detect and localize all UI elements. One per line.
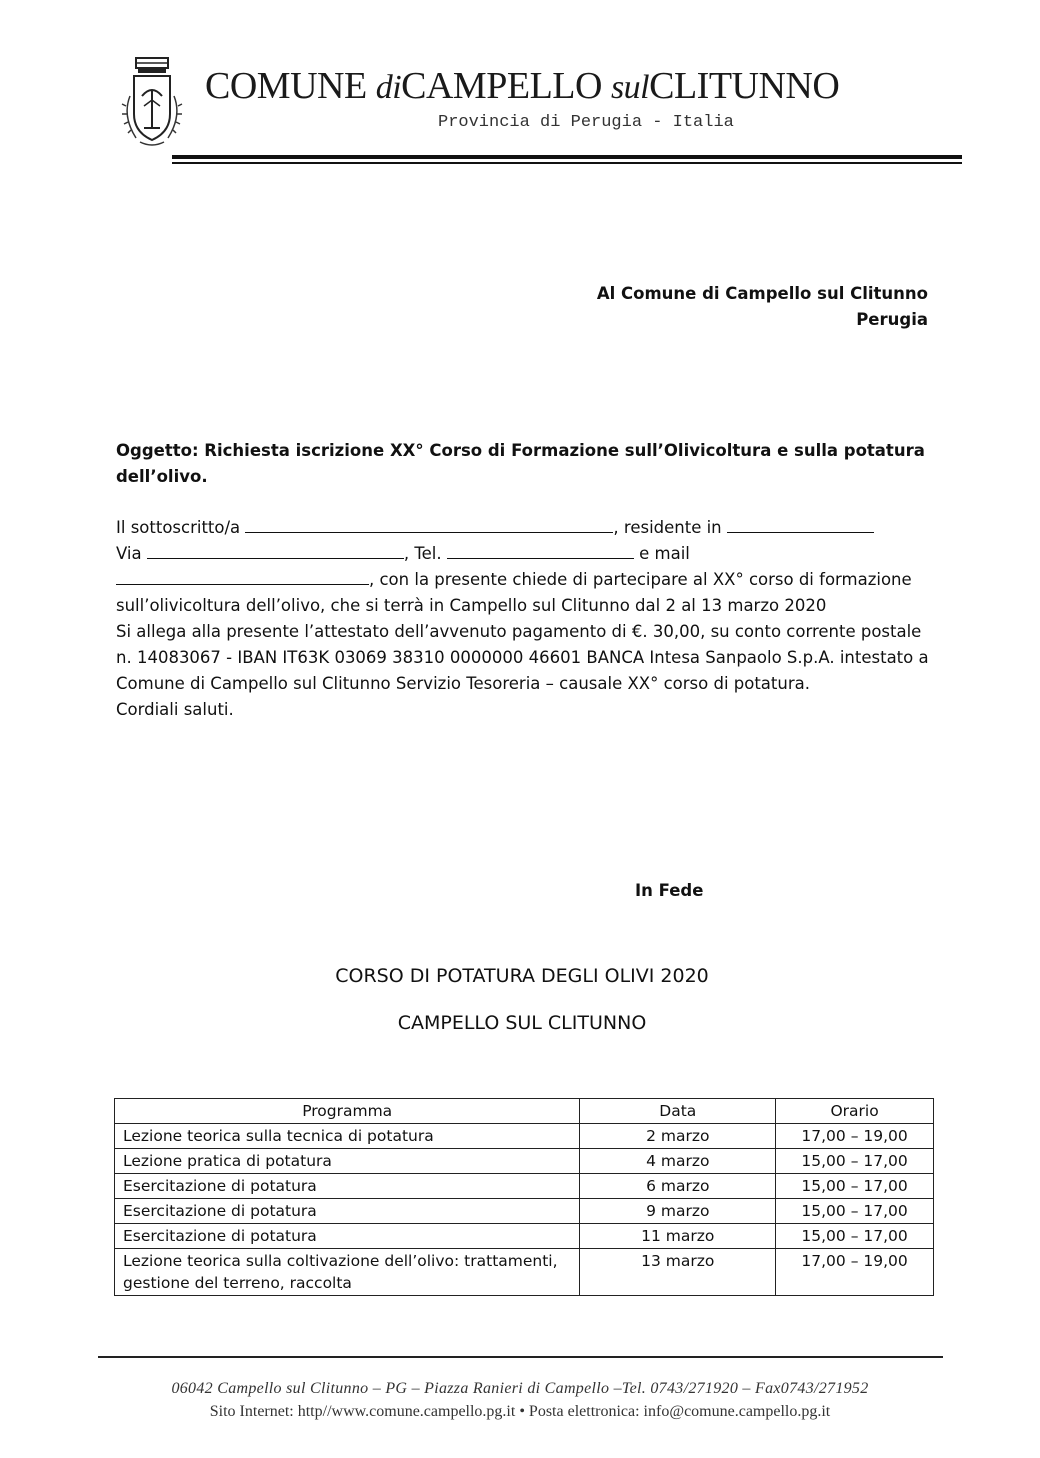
course-location: CAMPELLO SUL CLITUNNO [397,1012,647,1034]
header-rule-thin [172,162,962,164]
address-phone-line: Via , Tel. e mail [116,541,936,567]
greeting: Cordiali saluti. [116,700,234,719]
programma-cell: Esercitazione di potatura [115,1174,580,1199]
table-row [115,1224,934,1249]
column-header-data: Data [580,1099,776,1124]
data-cell: 13 marzo [580,1249,776,1296]
data-cell: 4 marzo [580,1149,776,1174]
column-header-orario: Orario [776,1099,934,1124]
addressee-city: Perugia [856,310,928,329]
request-paragraph: , con la presente chiede di partecipare al XX° corso di formazione sull’olivicoltura dell’olivo, che si terrà in Campello sul Clitunno dal 2 al 13 marzo 2020 [116,567,936,619]
coat-of-arms-icon [116,56,188,152]
name-field[interactable] [245,515,613,533]
programma-cell: Lezione teorica sulla tecnica di potatura [115,1124,580,1149]
course-title: CORSO DI POTATURA DEGLI OLIVI 2020 [335,965,709,987]
sign-off: In Fede [635,881,704,900]
schedule-table [114,1098,934,1296]
request-form [116,515,936,723]
orario-cell: 15,00 – 17,00 [776,1199,934,1224]
data-cell: 9 marzo [580,1199,776,1224]
table-row [115,1199,934,1224]
municipality-title: COMUNE diCAMPELLO sulCLITUNNO [205,65,840,107]
name-residence-line: Il sottoscritto/a , residente in [116,515,936,541]
orario-cell: 15,00 – 17,00 [776,1174,934,1199]
payment-paragraph: Si allega alla presente l’attestato dell’avvenuto pagamento di €. 30,00, su conto corrente postale n. 14083067 - IBAN IT63K 03069 38310 0000000 46601 BANCA Intesa Sanpaolo S.p.A. intestato a Comune di Campello sul Clitunno Servizio Tesoreria – causale XX° corso di potatura. [116,622,929,693]
programma-cell: Lezione pratica di potatura [115,1149,580,1174]
orario-cell: 17,00 – 19,00 [776,1249,934,1296]
phone-field[interactable] [447,541,634,559]
table-row [115,1174,934,1199]
residence-field[interactable] [727,515,874,533]
orario-cell: 15,00 – 17,00 [776,1224,934,1249]
orario-cell: 17,00 – 19,00 [776,1124,934,1149]
footer-address: 06042 Campello sul Clitunno – PG – Piazza Ranieri di Campello –Tel. 0743/271920 – Fax0743/271952 [171,1380,869,1397]
table-row [115,1249,934,1296]
table-header-row [115,1099,934,1124]
data-cell: 6 marzo [580,1174,776,1199]
table-row [115,1149,934,1174]
subject-line: Oggetto: Richiesta iscrizione XX° Corso di Formazione sull’Olivicoltura e sulla potatura dell’olivo. [116,441,925,486]
province-subtitle: Provincia di Perugia - Italia [438,113,734,132]
addressee-line: Al Comune di Campello sul Clitunno [596,284,928,303]
data-cell: 11 marzo [580,1224,776,1249]
street-field[interactable] [147,541,404,559]
table-row [115,1124,934,1149]
column-header-programma: Programma [115,1099,580,1124]
email-field[interactable] [116,567,369,585]
programma-cell: Lezione teorica sulla coltivazione dell’olivo: trattamenti, gestione del terreno, raccolta [115,1249,580,1296]
programma-cell: Esercitazione di potatura [115,1199,580,1224]
footer-contacts: Sito Internet: http//www.comune.campello.pg.it • Posta elettronica: info@comune.campello.pg.it [209,1403,831,1420]
header-rule [172,155,962,159]
footer-rule [98,1356,943,1358]
orario-cell: 15,00 – 17,00 [776,1149,934,1174]
programma-cell: Esercitazione di potatura [115,1224,580,1249]
data-cell: 2 marzo [580,1124,776,1149]
